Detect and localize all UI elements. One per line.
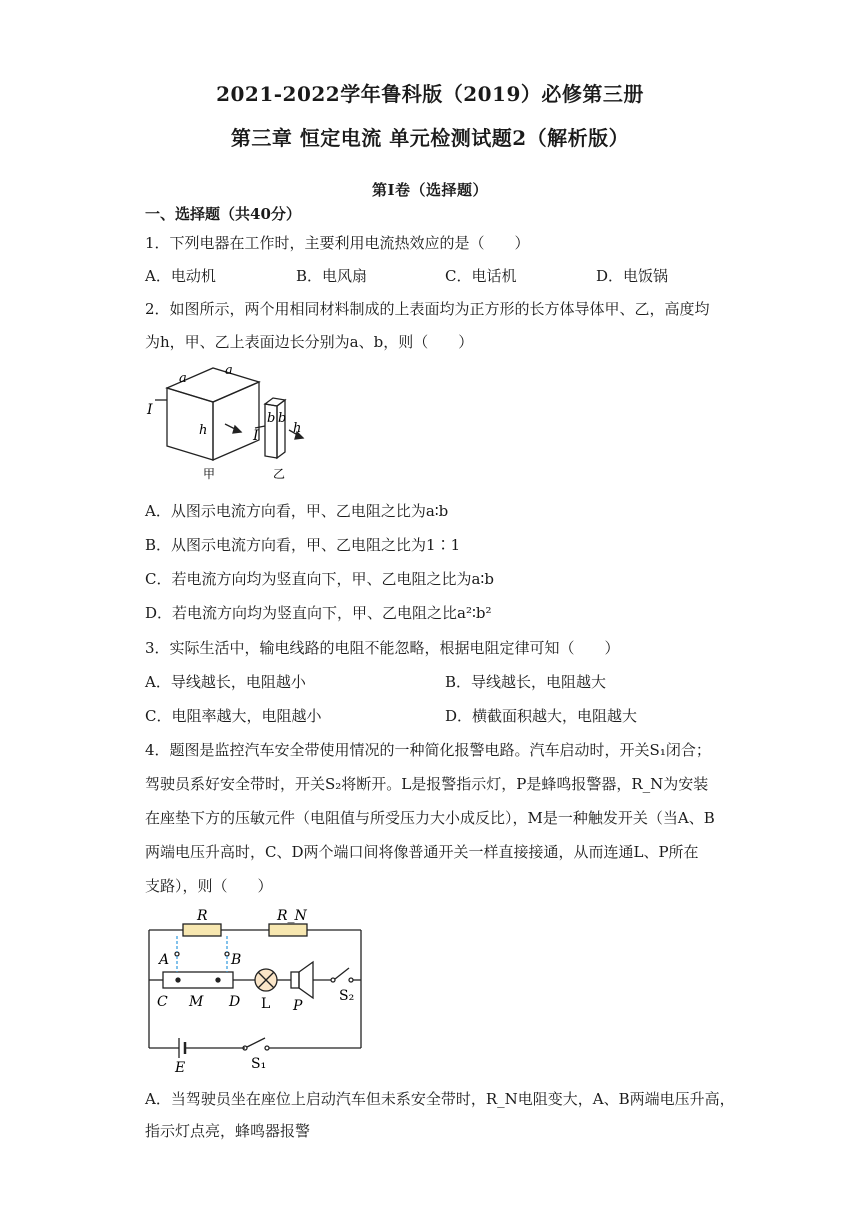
q2-option-b: B．从图示电流方向看，甲、乙电阻之比为1∶1 (145, 536, 461, 554)
q2-label-b1: b (267, 411, 276, 426)
q2-label-I1: I (147, 402, 153, 418)
q4-label-RN: R_N (277, 908, 307, 924)
q2-label-jia: 甲 (203, 467, 216, 481)
q4-stem-line3: 在座垫下方的压敏元件（电阻值与所受压力大小成反比），M是一种触发开关（当A、B (145, 809, 715, 827)
q4-label-C: C (157, 994, 168, 1010)
q3-option-a: A．导线越长，电阻越小 (145, 673, 306, 691)
document-title-line2: 第三章 恒定电流 单元检测试题2（解析版） (230, 126, 630, 150)
q2-label-a1: a (179, 371, 187, 386)
volume-label: 第Ⅰ卷（选择题） (371, 181, 489, 199)
section-heading: 一、选择题（共40分） (145, 205, 301, 223)
q4-label-R: R (197, 908, 208, 924)
q4-stem-line4: 两端电压升高时，C、D两个端口间将像普通开关一样直接接通，从而连通L、P所在 (145, 843, 699, 861)
q1-option-b: B．电风扇 (296, 267, 368, 285)
q4-label-L: L (261, 996, 271, 1012)
q4-option-a-line2: 指示灯点亮，蜂鸣器报警 (145, 1122, 311, 1140)
q3-option-c: C．电阻率越大，电阻越小 (145, 707, 322, 725)
q2-conductor-figure (145, 360, 325, 485)
q4-stem-line1: 4．题图是监控汽车安全带使用情况的一种简化报警电路。汽车启动时，开关S₁闭合； (145, 741, 711, 759)
q1-option-a: A．电动机 (145, 267, 216, 285)
q3-option-b: B．导线越长，电阻越大 (445, 673, 607, 691)
q2-stem-line2: 为h，甲、乙上表面边长分别为a、b，则（ ） (145, 333, 474, 351)
q4-stem-line2: 驾驶员系好安全带时，开关S₂将断开。L是报警指示灯，P是蜂鸣报警器，R_N为安装 (145, 775, 709, 793)
q1-option-d: D．电饭锅 (596, 267, 669, 285)
document-title-line1: 2021-2022学年鲁科版（2019）必修第三册 (216, 82, 644, 106)
q2-stem-line1: 2．如图所示，两个用相同材料制成的上表面均为正方形的长方体导体甲、乙，高度均 (145, 300, 710, 318)
q1-option-c: C．电话机 (445, 267, 517, 285)
q4-stem-line5: 支路），则（ ） (145, 877, 273, 895)
q2-label-yi: 乙 (273, 467, 286, 481)
q3-stem: 3．实际生活中，输电线路的电阻不能忽略，根据电阻定律可知（ ） (145, 639, 620, 657)
q2-option-a: A．从图示电流方向看，甲、乙电阻之比为a∶b (145, 502, 449, 520)
q4-option-a-line1: A．当驾驶员坐在座位上启动汽车但未系安全带时，R_N电阻变大，A、B两端电压升高， (145, 1090, 735, 1108)
q2-label-a2: a (225, 363, 233, 378)
q1-stem: 1．下列电器在工作时，主要利用电流热效应的是（ ） (145, 234, 530, 252)
q4-label-S2: S₂ (339, 988, 355, 1004)
q2-label-h1: h (199, 423, 208, 438)
q4-label-E: E (175, 1060, 186, 1074)
q4-circuit-diagram (145, 902, 375, 1074)
q3-option-d: D．横截面积越大，电阻越大 (445, 707, 638, 725)
q4-label-M: M (189, 994, 204, 1010)
q4-label-D: D (229, 994, 241, 1010)
q4-label-A: A (159, 952, 170, 968)
q2-option-d: D．若电流方向均为竖直向下，甲、乙电阻之比a²∶b² (145, 604, 492, 622)
q4-label-B: B (231, 952, 242, 968)
q4-label-P: P (293, 998, 303, 1014)
q2-label-h2: h (293, 421, 302, 436)
q2-option-c: C．若电流方向均为竖直向下，甲、乙电阻之比为a∶b (145, 570, 494, 588)
q2-label-I2: I (253, 428, 259, 444)
q4-label-S1: S₁ (251, 1056, 267, 1072)
q2-label-b2: b (278, 411, 287, 426)
